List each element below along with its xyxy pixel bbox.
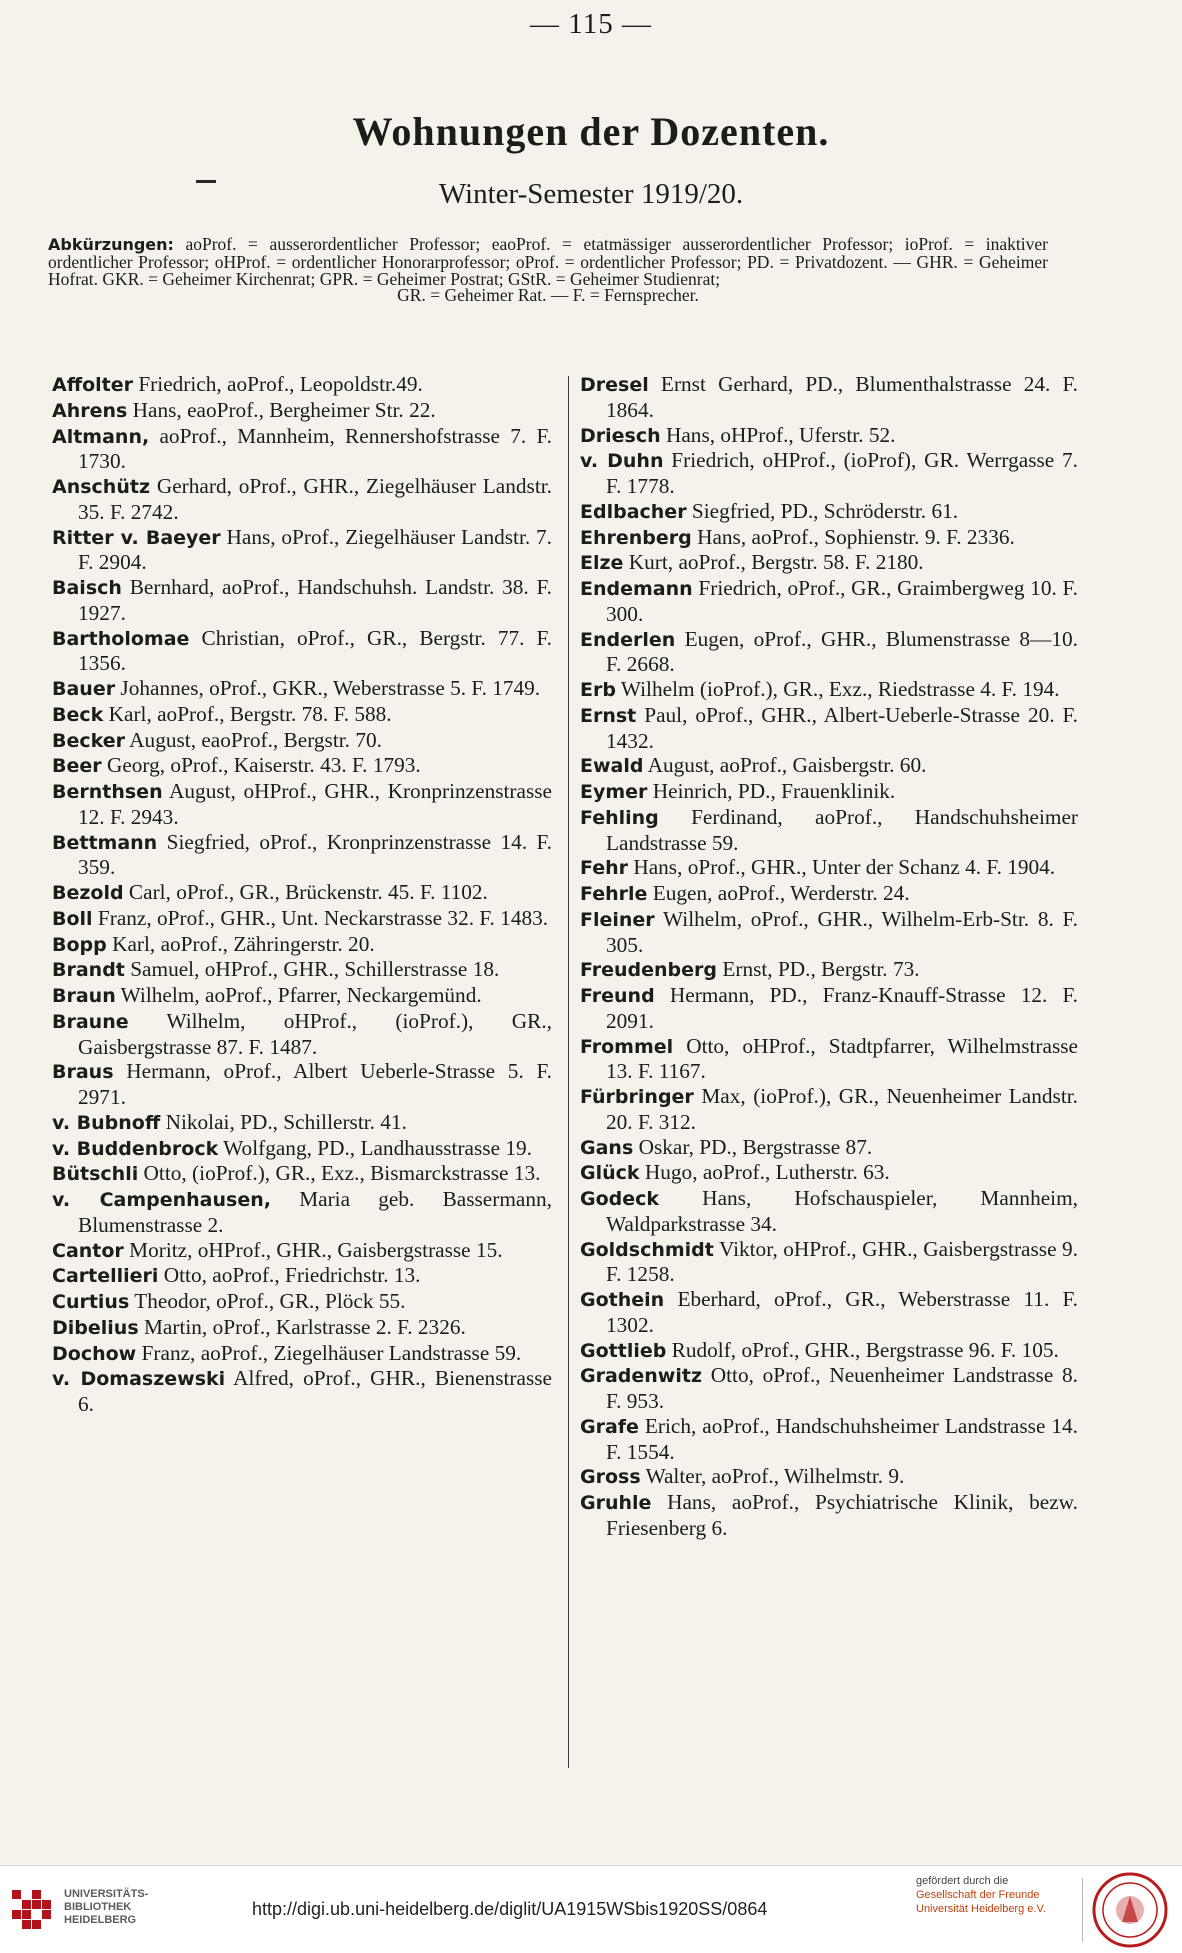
directory-entry bbox=[52, 1161, 552, 1187]
entry-surname: v. Buddenbrock bbox=[52, 1137, 219, 1160]
directory-entry bbox=[580, 805, 1078, 856]
entry-surname: Bauer bbox=[52, 678, 116, 700]
entry-surname: Bettmann bbox=[52, 831, 158, 854]
directory-entry bbox=[580, 703, 1078, 754]
sponsor-line-2: Gesellschaft der Freunde bbox=[916, 1889, 1040, 1901]
entry-surname: Gothein bbox=[580, 1289, 665, 1311]
footer-divider bbox=[1082, 1878, 1083, 1942]
entry-details: Alfred, oProf., GHR., Bienenstrasse 6. bbox=[78, 1366, 552, 1416]
entry-surname: Braun bbox=[52, 985, 116, 1007]
entry-surname: v. Campenhausen, bbox=[52, 1189, 271, 1211]
directory-entry bbox=[52, 1341, 552, 1367]
entry-details: Otto, oProf., Neuenheimer Landstrasse 8. F. 953. bbox=[606, 1363, 1078, 1413]
directory-entry bbox=[580, 983, 1078, 1034]
entry-surname: Braus bbox=[52, 1061, 114, 1084]
entry-surname: Grafe bbox=[580, 1415, 639, 1438]
viewer-footer bbox=[0, 1865, 1182, 1953]
entry-surname: Dibelius bbox=[52, 1316, 139, 1339]
abbreviations-label: Abkürzungen: bbox=[48, 235, 174, 254]
directory-entry bbox=[580, 881, 1078, 907]
entry-surname: Freund bbox=[580, 985, 655, 1007]
directory-entry bbox=[52, 728, 552, 754]
entry-surname: Glück bbox=[580, 1162, 640, 1185]
entry-surname: Gross bbox=[580, 1466, 641, 1489]
entry-details: Hugo, aoProf., Lutherstr. 63. bbox=[639, 1160, 890, 1185]
directory-entry bbox=[580, 753, 1078, 779]
page-subtitle: Winter-Semester 1919/20. bbox=[438, 178, 744, 210]
directory-entry bbox=[580, 957, 1078, 983]
entry-details: Nikolai, PD., Schillerstr. 41. bbox=[160, 1109, 407, 1134]
entry-surname: Dochow bbox=[52, 1342, 137, 1365]
entry-surname: Erb bbox=[580, 679, 616, 701]
sponsor-line-3: Universität Heidelberg e.V. bbox=[916, 1903, 1046, 1915]
entry-details: Hans, oHProf., Uferstr. 52. bbox=[660, 422, 896, 447]
entry-surname: Godeck bbox=[580, 1188, 660, 1210]
directory-entry bbox=[52, 1187, 552, 1238]
entry-details: August, eaoProf., Bergstr. 70. bbox=[125, 727, 382, 752]
abbreviations-text: aoProf. = ausserordentlicher Professor; eaoProf. = etatmässiger ausserordentlicher Professor; ioProf. = inaktiver ordentlicher Professor; oHProf. = ordentlicher Honorarprofessor; oProf. = ordentlicher Professor; PD. = Privatdozent. — GHR. = Geheimer Hofrat. GKR. = Geheimer Kirchenrat; GPR. = Geheimer Postrat; GStR. = Geheimer Studienrat; bbox=[48, 234, 1048, 289]
directory-entry bbox=[580, 1490, 1078, 1541]
entry-surname: Eymer bbox=[580, 781, 648, 803]
entry-surname: Bartholomae bbox=[52, 627, 190, 650]
entry-surname: Bütschli bbox=[52, 1163, 139, 1186]
directory-entry bbox=[580, 779, 1078, 805]
left-column bbox=[52, 372, 552, 1417]
university-seal-icon bbox=[1092, 1872, 1168, 1948]
entry-surname: Edlbacher bbox=[580, 500, 687, 523]
entry-details: Walter, aoProf., Wilhelmstr. 9. bbox=[640, 1464, 905, 1489]
entry-details: Max, (ioProf.), GR., Neuenheimer Landstr. 20. F. 312. bbox=[606, 1084, 1078, 1134]
entry-details: Moritz, oHProf., GHR., Gaisbergstrasse 15. bbox=[123, 1237, 503, 1262]
entry-surname: Fehr bbox=[580, 857, 628, 880]
entry-surname: Gans bbox=[580, 1136, 634, 1159]
entry-details: Eugen, aoProf., Werderstr. 24. bbox=[647, 881, 910, 905]
abbreviations-last-line: GR. = Geheimer Rat. — F. = Fernsprecher. bbox=[397, 285, 699, 306]
directory-entry bbox=[580, 1338, 1078, 1364]
entry-surname: Gottlieb bbox=[580, 1339, 667, 1362]
permalink-url[interactable]: http://digi.ub.uni-heidelberg.de/diglit/UA1915WSbis1920SS/0864 bbox=[252, 1899, 768, 1919]
directory-entry bbox=[580, 1084, 1078, 1135]
library-name bbox=[64, 1888, 148, 1927]
entry-details: Friedrich, aoProf., Leopoldstr.49. bbox=[133, 372, 423, 396]
entry-surname: Ahrens bbox=[52, 399, 128, 422]
directory-entry bbox=[52, 880, 552, 906]
entry-surname: Fehrle bbox=[580, 883, 648, 905]
entry-surname: Driesch bbox=[580, 424, 661, 447]
directory-entry bbox=[580, 499, 1078, 525]
entry-details: August, oHProf., GHR., Kronprinzenstrasse 12. F. 2943. bbox=[78, 779, 552, 829]
entry-details: Heinrich, PD., Frauenklinik. bbox=[647, 779, 896, 803]
entry-details: Otto, aoProf., Friedrichstr. 13. bbox=[158, 1263, 421, 1288]
directory-entry bbox=[52, 779, 552, 830]
entry-surname: Brandt bbox=[52, 959, 125, 982]
directory-entry bbox=[580, 576, 1078, 627]
directory-entry bbox=[52, 398, 552, 424]
directory-entry bbox=[580, 423, 1078, 449]
entry-surname: Beck bbox=[52, 703, 104, 726]
entry-details: Carl, oProf., GR., Brückenstr. 45. F. 1102. bbox=[123, 880, 488, 904]
entry-details: Karl, aoProf., Bergstr. 78. F. 588. bbox=[103, 701, 392, 726]
entry-details: Eugen, oProf., GHR., Blumenstrasse 8—10. F. 2668. bbox=[606, 626, 1078, 677]
entry-details: Friedrich, oProf., GR., Graimbergweg 10. F. 300. bbox=[606, 576, 1078, 626]
entry-details: Bernhard, aoProf., Handschuhsh. Landstr. 38. F. 1927. bbox=[78, 575, 552, 625]
entry-surname: Curtius bbox=[52, 1291, 130, 1313]
entry-surname: Boll bbox=[52, 907, 93, 930]
directory-entry bbox=[52, 676, 552, 702]
directory-entry bbox=[52, 983, 552, 1009]
directory-entry bbox=[52, 474, 552, 525]
entry-details: Kurt, aoProf., Bergstr. 58. F. 2180. bbox=[623, 550, 924, 575]
entry-details: Hans, oProf., Ziegelhäuser Landstr. 7. F. 2904. bbox=[78, 524, 552, 575]
directory-entry bbox=[580, 448, 1078, 499]
directory-entry bbox=[580, 855, 1078, 881]
entry-surname: Ernst bbox=[580, 704, 637, 727]
directory-entry bbox=[580, 907, 1078, 958]
entry-surname: Bernthsen bbox=[52, 781, 163, 803]
entry-surname: Cantor bbox=[52, 1239, 124, 1262]
entry-details: Hermann, PD., Franz-Knauff-Strasse 12. F. 2091. bbox=[606, 983, 1078, 1033]
entry-details: Christian, oProf., GR., Bergstr. 77. F. 1356. bbox=[78, 625, 552, 676]
entry-details: Hans, aoProf., Psychiatrische Klinik, bezw. Friesenberg 6. bbox=[606, 1490, 1078, 1540]
library-line-3: HEIDELBERG bbox=[64, 1914, 137, 1926]
entry-surname: Braune bbox=[52, 1010, 129, 1033]
entry-surname: v. Domaszewski bbox=[52, 1368, 226, 1391]
entry-surname: Endemann bbox=[580, 578, 693, 600]
entry-details: Rudolf, oProf., GHR., Bergstrasse 96. F. 105. bbox=[666, 1337, 1059, 1362]
entry-details: Georg, oProf., Kaiserstr. 43. F. 1793. bbox=[101, 753, 421, 778]
directory-entry bbox=[580, 1414, 1078, 1465]
directory-entry bbox=[580, 525, 1078, 551]
abbreviations-block bbox=[48, 236, 1048, 304]
sponsor-line-1: gefördert durch die bbox=[916, 1875, 1009, 1887]
entry-details: Paul, oProf., GHR., Albert-Ueberle-Strasse 20. F. 1432. bbox=[606, 702, 1078, 753]
entry-details: Wilhelm, aoProf., Pfarrer, Neckargemünd. bbox=[115, 983, 482, 1007]
directory-entry bbox=[52, 1263, 552, 1289]
entry-surname: Ewald bbox=[580, 755, 644, 778]
entry-surname: Cartellieri bbox=[52, 1265, 159, 1288]
entry-surname: Goldschmidt bbox=[580, 1238, 714, 1261]
entry-surname: v. Bubnoff bbox=[52, 1111, 161, 1134]
entry-details: August, aoProf., Gaisbergstr. 60. bbox=[643, 753, 927, 778]
directory-entry bbox=[52, 753, 552, 779]
entry-surname: Fehling bbox=[580, 806, 659, 829]
directory-entry bbox=[580, 372, 1078, 423]
entry-details: Martin, oProf., Karlstrasse 2. F. 2326. bbox=[138, 1314, 466, 1339]
directory-entry bbox=[52, 372, 552, 398]
entry-details: Karl, aoProf., Zähringerstr. 20. bbox=[106, 931, 375, 956]
entry-details: Wilhelm (ioProf.), GR., Exz., Riedstrasse 4. F. 194. bbox=[615, 677, 1060, 701]
directory-entry bbox=[52, 1136, 552, 1162]
entry-details: Wilhelm, oHProf., (ioProf.), GR., Gaisbergstrasse 87. F. 1487. bbox=[78, 1008, 552, 1059]
entry-details: Ferdinand, aoProf., Handschuhsheimer Landstrasse 59. bbox=[606, 804, 1078, 855]
page-number: — 115 — bbox=[530, 8, 652, 40]
directory-entry bbox=[52, 932, 552, 958]
entry-details: Eberhard, oProf., GR., Weberstrasse 11. F. 1302. bbox=[606, 1287, 1078, 1337]
directory-entry bbox=[52, 830, 552, 881]
entry-surname: Elze bbox=[580, 552, 624, 575]
entry-details: Siegfried, PD., Schröderstr. 61. bbox=[686, 498, 959, 523]
directory-entry bbox=[580, 677, 1078, 703]
entry-surname: Dresel bbox=[580, 374, 649, 396]
directory-entry bbox=[580, 627, 1078, 678]
directory-entry bbox=[580, 1363, 1078, 1414]
entry-details: Johannes, oProf., GKR., Weberstrasse 5. F. 1749. bbox=[115, 676, 541, 700]
entry-surname: Fürbringer bbox=[580, 1086, 694, 1108]
directory-entry bbox=[52, 424, 552, 475]
entry-surname: Baisch bbox=[52, 577, 122, 599]
entry-surname: Freudenberg bbox=[580, 959, 718, 982]
directory-entry bbox=[52, 906, 552, 932]
page-title: Wohnungen der Dozenten. bbox=[352, 109, 830, 154]
entry-details: Franz, aoProf., Ziegelhäuser Landstrasse 59. bbox=[136, 1340, 522, 1365]
entry-details: Ernst, PD., Bergstr. 73. bbox=[717, 957, 920, 982]
directory-entry bbox=[580, 1186, 1078, 1237]
directory-entry bbox=[580, 1135, 1078, 1161]
entry-surname: Altmann, bbox=[52, 425, 150, 448]
entry-surname: Beer bbox=[52, 755, 102, 778]
entry-details: Gerhard, oProf., GHR., Ziegelhäuser Landstr. 35. F. 2742. bbox=[78, 474, 552, 524]
entry-details: Erich, aoProf., Handschuhsheimer Landstrasse 14. F. 1554. bbox=[606, 1413, 1078, 1464]
entry-details: Ernst Gerhard, PD., Blumenthalstrasse 24. F. 1864. bbox=[606, 372, 1078, 422]
directory-entry bbox=[52, 626, 552, 677]
directory-entry bbox=[580, 1160, 1078, 1186]
entry-details: Samuel, oHProf., GHR., Schillerstrasse 18. bbox=[124, 957, 500, 982]
directory-entry bbox=[580, 1237, 1078, 1288]
entry-surname: v. Duhn bbox=[580, 450, 664, 473]
sponsor-text bbox=[916, 1874, 1046, 1916]
entry-surname: Frommel bbox=[580, 1035, 674, 1058]
directory-entry bbox=[580, 1034, 1078, 1085]
directory-entry bbox=[52, 1059, 552, 1110]
directory-entry bbox=[52, 1110, 552, 1136]
entry-details: Franz, oProf., GHR., Unt. Neckarstrasse 32. F. 1483. bbox=[92, 905, 549, 930]
entry-details: Siegfried, oProf., Kronprinzenstrasse 14. F. 359. bbox=[78, 829, 552, 880]
entry-details: Hans, eaoProf., Bergheimer Str. 22. bbox=[127, 397, 436, 422]
entry-surname: Bezold bbox=[52, 882, 124, 904]
directory-entry bbox=[52, 702, 552, 728]
library-line-2: BIBLIOTHEK bbox=[64, 1901, 132, 1913]
directory-entry bbox=[52, 1366, 552, 1417]
directory-entry bbox=[52, 575, 552, 626]
entry-details: Theodor, oProf., GR., Plöck 55. bbox=[129, 1289, 406, 1313]
entry-details: Friedrich, oHProf., (ioProf), GR. Werrgasse 7. F. 1778. bbox=[606, 448, 1078, 498]
entry-surname: Anschütz bbox=[52, 476, 150, 498]
entry-surname: Becker bbox=[52, 729, 126, 752]
entry-surname: Fleiner bbox=[580, 908, 655, 931]
entry-surname: Ritter v. Baeyer bbox=[52, 526, 221, 549]
directory-entry bbox=[580, 1287, 1078, 1338]
entry-details: Hermann, oProf., Albert Ueberle-Strasse 5. F. 2971. bbox=[78, 1059, 552, 1109]
entry-details: Maria geb. Bassermann, Blumenstrasse 2. bbox=[78, 1187, 552, 1237]
directory-entry bbox=[52, 1289, 552, 1315]
entry-details: Hans, Hofschauspieler, Mannheim, Waldparkstrasse 34. bbox=[606, 1186, 1078, 1236]
entry-details: Oskar, PD., Bergstrasse 87. bbox=[633, 1134, 873, 1159]
directory-entry bbox=[52, 1315, 552, 1341]
entry-details: Viktor, oHProf., GHR., Gaisbergstrasse 9. F. 1258. bbox=[606, 1236, 1078, 1287]
entry-surname: Gradenwitz bbox=[580, 1365, 703, 1388]
directory-entry bbox=[52, 1009, 552, 1060]
entry-details: Wolfgang, PD., Landhausstrasse 19. bbox=[218, 1135, 532, 1160]
entry-details: Otto, (ioProf.), GR., Exz., Bismarckstrasse 13. bbox=[138, 1161, 541, 1186]
entry-surname: Affolter bbox=[52, 374, 134, 396]
directory-entry bbox=[52, 957, 552, 983]
directory-entry bbox=[52, 1238, 552, 1264]
entry-surname: Gruhle bbox=[580, 1492, 652, 1514]
entry-surname: Bopp bbox=[52, 933, 107, 956]
column-divider bbox=[568, 376, 569, 1768]
entry-details: Hans, oProf., GHR., Unter der Schanz 4. F. 1904. bbox=[628, 855, 1056, 880]
university-library-logo-icon bbox=[10, 1888, 54, 1932]
entry-surname: Ehrenberg bbox=[580, 526, 692, 549]
entry-details: aoProf., Mannheim, Rennershofstrasse 7. F. 1730. bbox=[78, 423, 552, 474]
directory-entry bbox=[580, 550, 1078, 576]
directory-entry bbox=[52, 525, 552, 576]
entry-surname: Enderlen bbox=[580, 628, 676, 651]
directory-entry bbox=[580, 1464, 1078, 1490]
entry-details: Wilhelm, oProf., GHR., Wilhelm-Erb-Str. 8. F. 305. bbox=[606, 906, 1078, 957]
library-line-1: UNIVERSITÄTS- bbox=[64, 1888, 149, 1900]
entry-details: Hans, aoProf., Sophienstr. 9. F. 2336. bbox=[691, 524, 1015, 549]
right-column bbox=[580, 372, 1078, 1541]
entry-details: Otto, oHProf., Stadtpfarrer, Wilhelmstrasse 13. F. 1167. bbox=[606, 1033, 1078, 1084]
